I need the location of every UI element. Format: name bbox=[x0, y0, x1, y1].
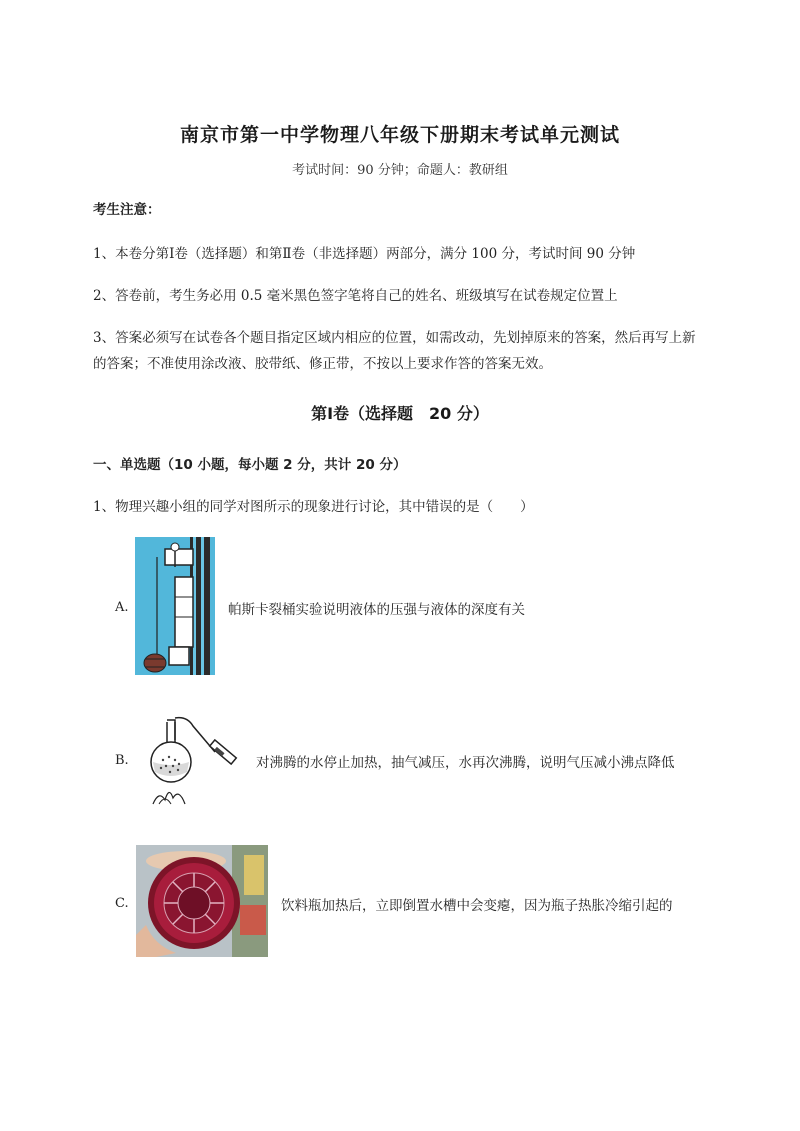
part-heading: 一、单选题（10 小题，每小题 2 分，共计 20 分） bbox=[93, 457, 407, 473]
pascal-barrel-image bbox=[135, 537, 215, 675]
question-1-stem: 1、物理兴趣小组的同学对图所示的现象进行讨论，其中错误的是（ ） bbox=[93, 499, 534, 515]
option-b-letter: B. bbox=[115, 753, 129, 768]
exam-info: 考试时间：90 分钟；命题人：教研组 bbox=[292, 163, 508, 178]
notice-item-1: 1、本卷分第Ⅰ卷（选择题）和第Ⅱ卷（非选择题）两部分，满分 100 分，考试时间 90 分钟 bbox=[93, 246, 636, 262]
flask-pump-image bbox=[145, 712, 245, 812]
option-c-text: 饮料瓶加热后，立即倒置水槽中会变瘪，因为瓶子热胀冷缩引起的 bbox=[281, 898, 673, 914]
bottle-image bbox=[136, 845, 268, 957]
notice-item-2: 2、答卷前，考生务必用 0.5 毫米黑色签字笔将自己的姓名、班级填写在试卷规定位置上 bbox=[93, 288, 618, 304]
option-a-letter: A. bbox=[115, 600, 129, 615]
section-title: 第Ⅰ卷（选择题 20 分） bbox=[311, 404, 489, 423]
notice-item-3-line-2: 的答案；不准使用涂改液、胶带纸、修正带，不按以上要求作答的答案无效。 bbox=[93, 356, 552, 372]
page-title: 南京市第一中学物理八年级下册期末考试单元测试 bbox=[179, 124, 620, 146]
notice-item-3-line-1: 3、答案必须写在试卷各个题目指定区域内相应的位置，如需改动，先划掉原来的答案，然后再写上新 bbox=[93, 330, 696, 346]
option-a-text: 帕斯卡裂桶实验说明液体的压强与液体的深度有关 bbox=[228, 602, 525, 618]
notice-heading: 考生注意： bbox=[93, 202, 161, 218]
option-b-text: 对沸腾的水停止加热，抽气减压，水再次沸腾，说明气压减小沸点降低 bbox=[256, 755, 675, 771]
option-c-letter: C. bbox=[115, 896, 129, 911]
